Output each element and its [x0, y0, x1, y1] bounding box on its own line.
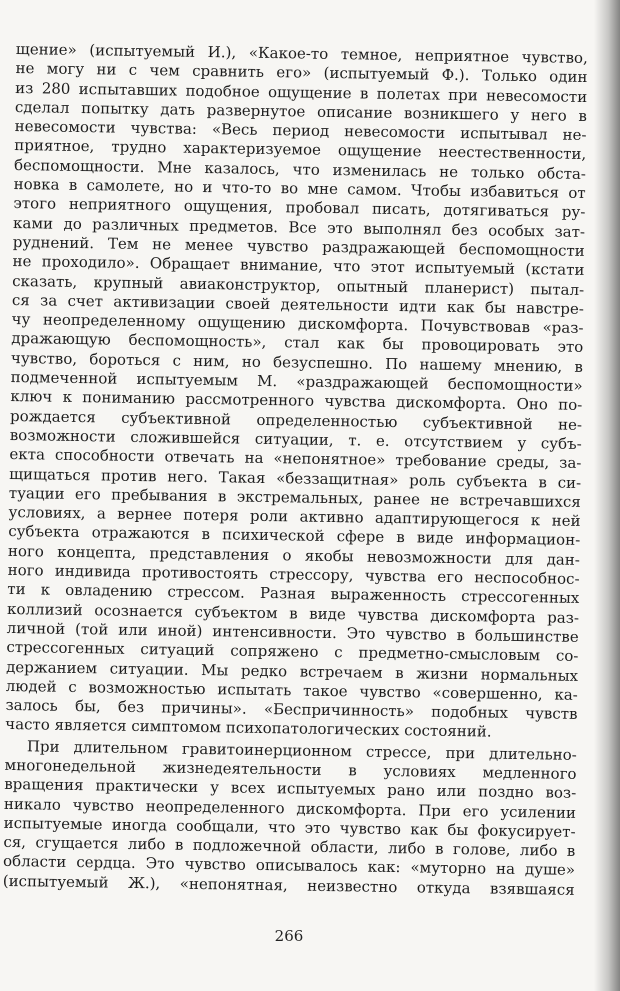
text-line: приятное, трудно характеризуемое ощущение неестественности, [14, 136, 587, 164]
text-line: беспомощности. Мне казалось, что изменилась не только обста- [13, 155, 587, 183]
body-text [3, 40, 588, 900]
text-line: возможности сложившейся ситуации, т. е. отсутствием у субъ- [9, 425, 582, 453]
text-line: субъекта отражаются в психической сфере в виде информацион- [8, 522, 581, 550]
text-line: чувство, бороться с ним, но безуспешно. По нашему мнению, в [10, 348, 584, 376]
text-line: дражающую беспомощность», стал как бы провоцировать это [11, 329, 584, 357]
text-line: новка в самолете, но и что-то во мне самом. Чтобы избавиться от [13, 175, 586, 203]
text-line: руднений. Тем не менее чувство раздражающей беспомощности [12, 232, 585, 260]
text-line: екта способности отвечать на «непонятное» требование среды, за- [9, 445, 582, 473]
text-line: залось бы, без причины». «Беспричинность» подобных чувств [5, 696, 578, 723]
text-line: сказать, крупный авиаконструктор, опытный планерист) пытал- [12, 271, 585, 299]
text-line: ного индивида противостоять стрессору, чувства его неспособнос- [7, 560, 580, 588]
text-line: сделал попытку дать развернутое описание возникшего у него в [14, 97, 588, 125]
text-line: личной (той или иной) интенсивности. Это чувство в большинстве [6, 618, 579, 646]
text-line: из 280 испытавших подобное ощущение в полетах при невесомости [15, 78, 588, 106]
text-line: ся, сгущается либо в подложечной области, либо в голове, либо в [3, 833, 576, 861]
page-number: 266 [274, 927, 304, 945]
text-line: подмеченной испытуемым М. «раздражающей беспомощности» [10, 368, 583, 395]
text-line: ного концепта, представления о якобы невозможности для дан- [7, 541, 581, 569]
text-line: ся за счет активизации своей деятельности идти как бы навстре- [11, 290, 584, 318]
text-line: ти к овладению стрессом. Разная выраженность стрессогенных [7, 580, 580, 608]
text-line: (испытуемый Ж.), «непонятная, неизвестно откуда взявшаяся [2, 871, 575, 899]
text-line: чу неопределенному ощущению дискомфорта. Почувствовав «раз- [11, 310, 584, 338]
text-line: не могу ни с чем сравнить его» (испытуемый Ф.). Только один [15, 59, 588, 87]
text-line: стрессогенных ситуаций сопряжено с предметно-смысловым со- [6, 638, 579, 666]
text-line: многонедельной жизнедеятельности в условиях медленного [4, 755, 577, 783]
text-line: не проходило». Обращает внимание, что этот испытуемый (кстати [12, 252, 585, 280]
paragraph-end-line: часто является симптомом психопатологических состояний. [5, 715, 492, 741]
text-line: испытуемые иногда сообщали, что это чувство как бы фокусирует- [3, 813, 576, 841]
text-line: никало чувство неопределенного дискомфорта. При его усилении [3, 794, 577, 822]
text-line: вращения практически у всех испытуемых рано или поздно воз- [4, 775, 577, 803]
binding-shadow [594, 0, 620, 991]
text-line: ключ к пониманию рассмотренного чувства дискомфорта. Оно по- [10, 387, 583, 415]
text-line: людей с возможностью испытать такое чувство «совершенно, ка- [5, 676, 578, 704]
text-line: этого неприятного ощущения, пробовал писать, дотягиваться ру- [13, 194, 586, 222]
paragraph-start-line: При длительном гравитоинерционном стрессе, при длительно- [26, 736, 577, 764]
text-line: невесомости чувства: «Весь период невесомости испытывал не- [14, 117, 587, 145]
text-line: щищаться против него. Такая «беззащитная» роль субъекта в си- [9, 464, 582, 492]
text-line: держанием ситуации. Мы редко встречаем в жизни нормальных [6, 657, 579, 685]
text-line: рождается субъективной определенностью субъективной не- [9, 406, 583, 434]
text-line: ками до различных предметов. Все это выполнял без особых зат- [12, 213, 586, 241]
text-line: условиях, а вернее потеря роли активно адаптирующегося к ней [8, 503, 581, 531]
text-line: щение» (испытуемый И.), «Какое-то темное, неприятное чувство, [15, 40, 588, 67]
text-line: туации его пребывания в экстремальных, ранее не встречавшихся [8, 483, 581, 511]
text-line: области сердца. Это чувство описывалось как: «муторно на душе» [2, 852, 576, 880]
text-line: коллизий осознается субъектом в виде чувства дискомфорта раз- [6, 599, 580, 627]
